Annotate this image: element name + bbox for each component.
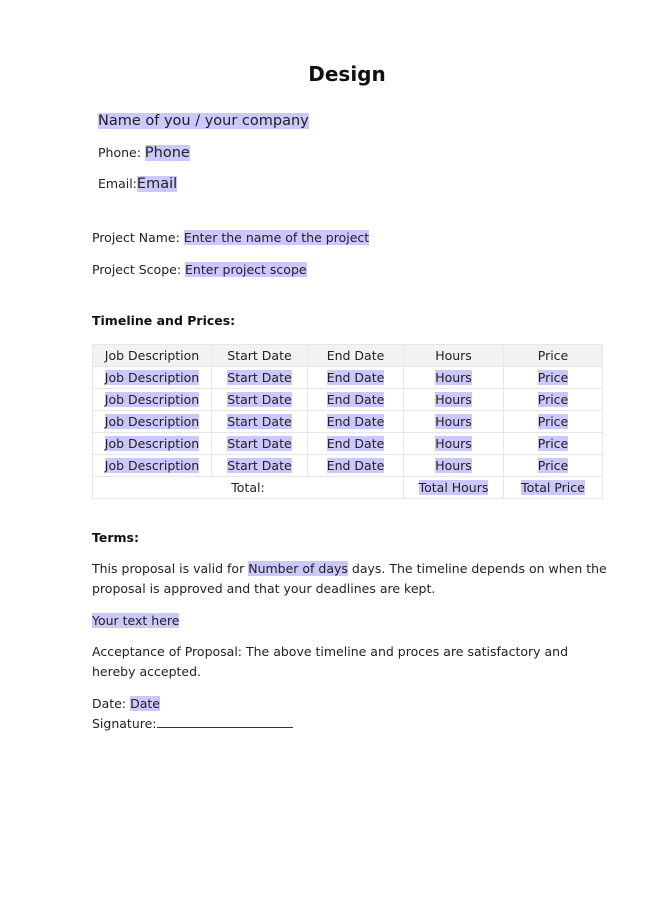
job-description-field[interactable]: Job Description [104,458,200,473]
start-date-field[interactable]: Start Date [227,414,292,429]
email-field[interactable]: Email [136,176,178,192]
company-name-field[interactable] [98,111,309,132]
timeline-table [92,344,603,499]
phone-label: Phone: [98,145,141,160]
price-field[interactable]: Price [537,436,569,451]
project-scope-field[interactable]: Enter project scope [185,262,307,277]
job-description-field[interactable]: Job Description [104,392,200,407]
price-field[interactable]: Price [537,392,569,407]
job-description-field[interactable]: Job Description [104,414,200,429]
project-name-row [92,229,369,247]
table-row [93,411,603,433]
validity-text-after: days. The timeline depends on when the proposal is approved and that your deadlines are kept. [92,561,607,596]
project-scope-row [92,261,307,279]
project-scope-label: Project Scope: [92,262,182,277]
document-title: Design [308,62,386,86]
price-field[interactable]: Price [537,370,569,385]
table-row [93,433,603,455]
table-row [93,367,603,389]
hours-field[interactable]: Hours [435,436,472,451]
job-description-field[interactable]: Job Description [104,436,200,451]
hours-field[interactable]: Hours [435,458,472,473]
email-row [98,174,177,194]
start-date-field[interactable]: Start Date [227,436,292,451]
column-header-start-date: Start Date [212,345,308,367]
signature-row [92,714,607,734]
date-field[interactable]: Date [130,696,160,711]
hours-field[interactable]: Hours [435,392,472,407]
signature-line[interactable] [157,715,293,728]
timeline-heading: Timeline and Prices: [92,313,236,328]
validity-days-field[interactable]: Number of days [248,561,348,576]
table-row [93,389,603,411]
start-date-field[interactable]: Start Date [227,458,292,473]
total-hours-field[interactable]: Total Hours [418,480,489,495]
signature-label: Signature: [92,716,157,731]
end-date-field[interactable]: End Date [326,436,385,451]
table-row [93,455,603,477]
custom-text-field[interactable]: Your text here [92,613,180,628]
phone-field[interactable]: Phone [144,145,190,161]
column-header-job-description: Job Description [93,345,212,367]
acceptance-paragraph: Acceptance of Proposal: The above timeline and proces are satisfactory and hereby accepted. [92,644,569,679]
start-date-field[interactable]: Start Date [227,392,292,407]
total-label: Total: [93,477,404,499]
validity-text-before: This proposal is valid for [92,561,245,576]
date-label: Date: [92,696,127,711]
phone-row [98,143,190,163]
column-header-hours: Hours [404,345,504,367]
end-date-field[interactable]: End Date [326,370,385,385]
email-label: Email: [98,176,137,191]
custom-text-paragraph [92,611,607,631]
job-description-field[interactable]: Job Description [104,370,200,385]
end-date-field[interactable]: End Date [326,392,385,407]
end-date-field[interactable]: End Date [326,414,385,429]
table-total-row [93,477,603,499]
terms-heading: Terms: [92,530,139,545]
validity-paragraph [92,559,607,599]
total-price-field[interactable]: Total Price [521,480,585,495]
start-date-field[interactable]: Start Date [227,370,292,385]
table-header-row [93,345,603,367]
project-name-field[interactable]: Enter the name of the project [183,230,370,245]
hours-field[interactable]: Hours [435,370,472,385]
hours-field[interactable]: Hours [435,414,472,429]
project-name-label: Project Name: [92,230,180,245]
company-name-value[interactable]: Name of you / your company [98,113,309,129]
end-date-field[interactable]: End Date [326,458,385,473]
column-header-end-date: End Date [308,345,404,367]
price-field[interactable]: Price [537,414,569,429]
date-row [92,694,607,714]
price-field[interactable]: Price [537,458,569,473]
column-header-price: Price [504,345,603,367]
